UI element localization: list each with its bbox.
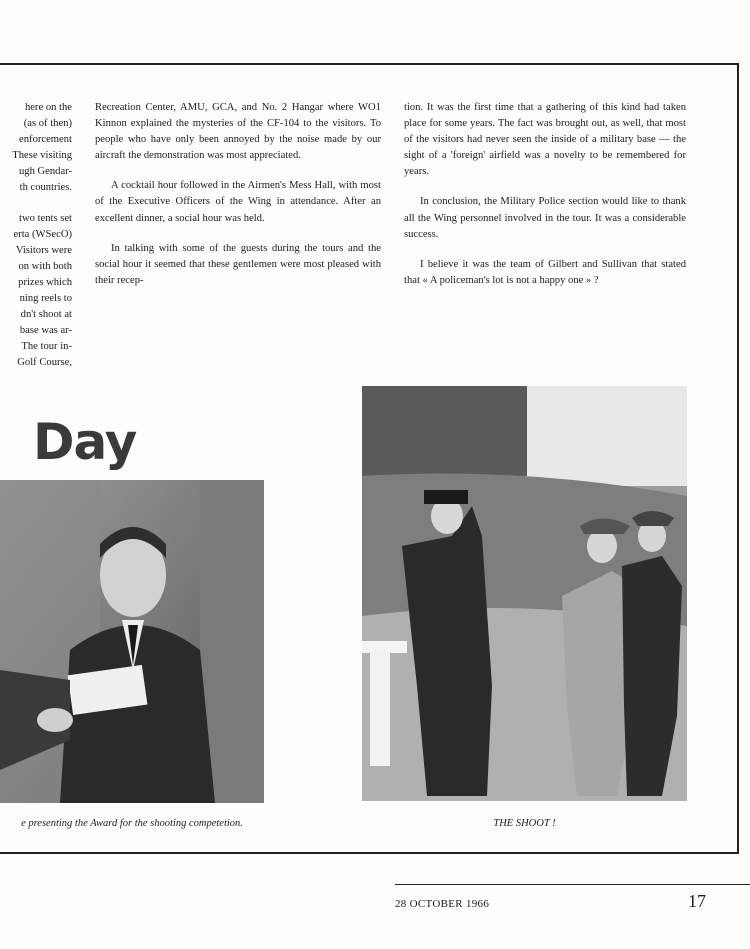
column1-line: These visiting	[12, 150, 72, 162]
article-title: Day	[33, 413, 137, 471]
paragraph: Recreation Center, AMU, GCA, and No. 2 Hangar where WO1 Kinnon explained the mysteries of the CF-104 to the visitors. To people who have only been annoyed by the noise made by our aircraft the demonstration was most appreciated.	[95, 102, 381, 162]
column1-line: prizes which	[18, 276, 72, 288]
column1-line: two tents set	[19, 212, 72, 224]
shoot-photo	[362, 386, 687, 801]
award-presentation-photo	[0, 480, 264, 803]
paragraph: In talking with some of the guests during the tours and the social hour it seemed that these gentlemen were most pleased with their recep-	[95, 242, 381, 286]
column1-line: dn't shoot at	[20, 309, 72, 321]
column1-line: on with both	[18, 260, 72, 272]
column1-line: ning reels to	[19, 293, 72, 305]
column1-line: here on the	[24, 102, 72, 113]
paragraph: tion. It was the first time that a gathering of this kind had taken place for some years. The fact was brought out, as well, that most of the visitors had never seen the inside of a military base — the sight of a 'foreign' airfield was a novelty to be remembered for years.	[404, 102, 686, 178]
text-column-3	[404, 100, 686, 303]
issue-date: 28 OCTOBER 1966	[395, 898, 490, 910]
column1-line: ugh Gendar-	[18, 166, 72, 178]
paragraph: A cocktail hour followed in the Airmen's Mess Hall, with most of the Executive Officers of the Wing in attendance. After an excellent dinner, a social hour was held.	[95, 180, 381, 224]
column1-line: (as of then)	[23, 118, 72, 130]
column1-line: base was ar-	[19, 325, 72, 337]
column1-line: Visitors were	[15, 244, 72, 256]
frame-right-rule	[737, 63, 739, 853]
column1-line: th countries.	[19, 182, 72, 194]
column1-line: Golf Course,	[17, 357, 72, 369]
footer-rule	[395, 884, 750, 885]
text-column-1	[0, 100, 72, 372]
award-photo-illustration	[0, 480, 264, 803]
frame-bottom-rule	[0, 852, 739, 854]
shoot-photo-illustration	[362, 386, 687, 801]
text-column-2	[95, 100, 381, 303]
column1-line: erta (WSecO)	[13, 228, 72, 240]
paragraph: I believe it was the team of Gilbert and Sullivan that stated that « A policeman's lot is not a happy one » ?	[404, 258, 686, 286]
award-photo-caption: e presenting the Award for the shooting competetion.	[21, 818, 243, 829]
column1-line: The tour in-	[21, 341, 72, 353]
column1-line: enforcement	[19, 134, 72, 146]
frame-top-rule	[0, 63, 739, 65]
paragraph: In conclusion, the Military Police section would like to thank all the Wing personnel involved in the tour. It was a considerable success.	[404, 196, 686, 240]
shoot-photo-caption: THE SHOOT !	[493, 818, 556, 829]
page-number: 17	[688, 891, 706, 911]
